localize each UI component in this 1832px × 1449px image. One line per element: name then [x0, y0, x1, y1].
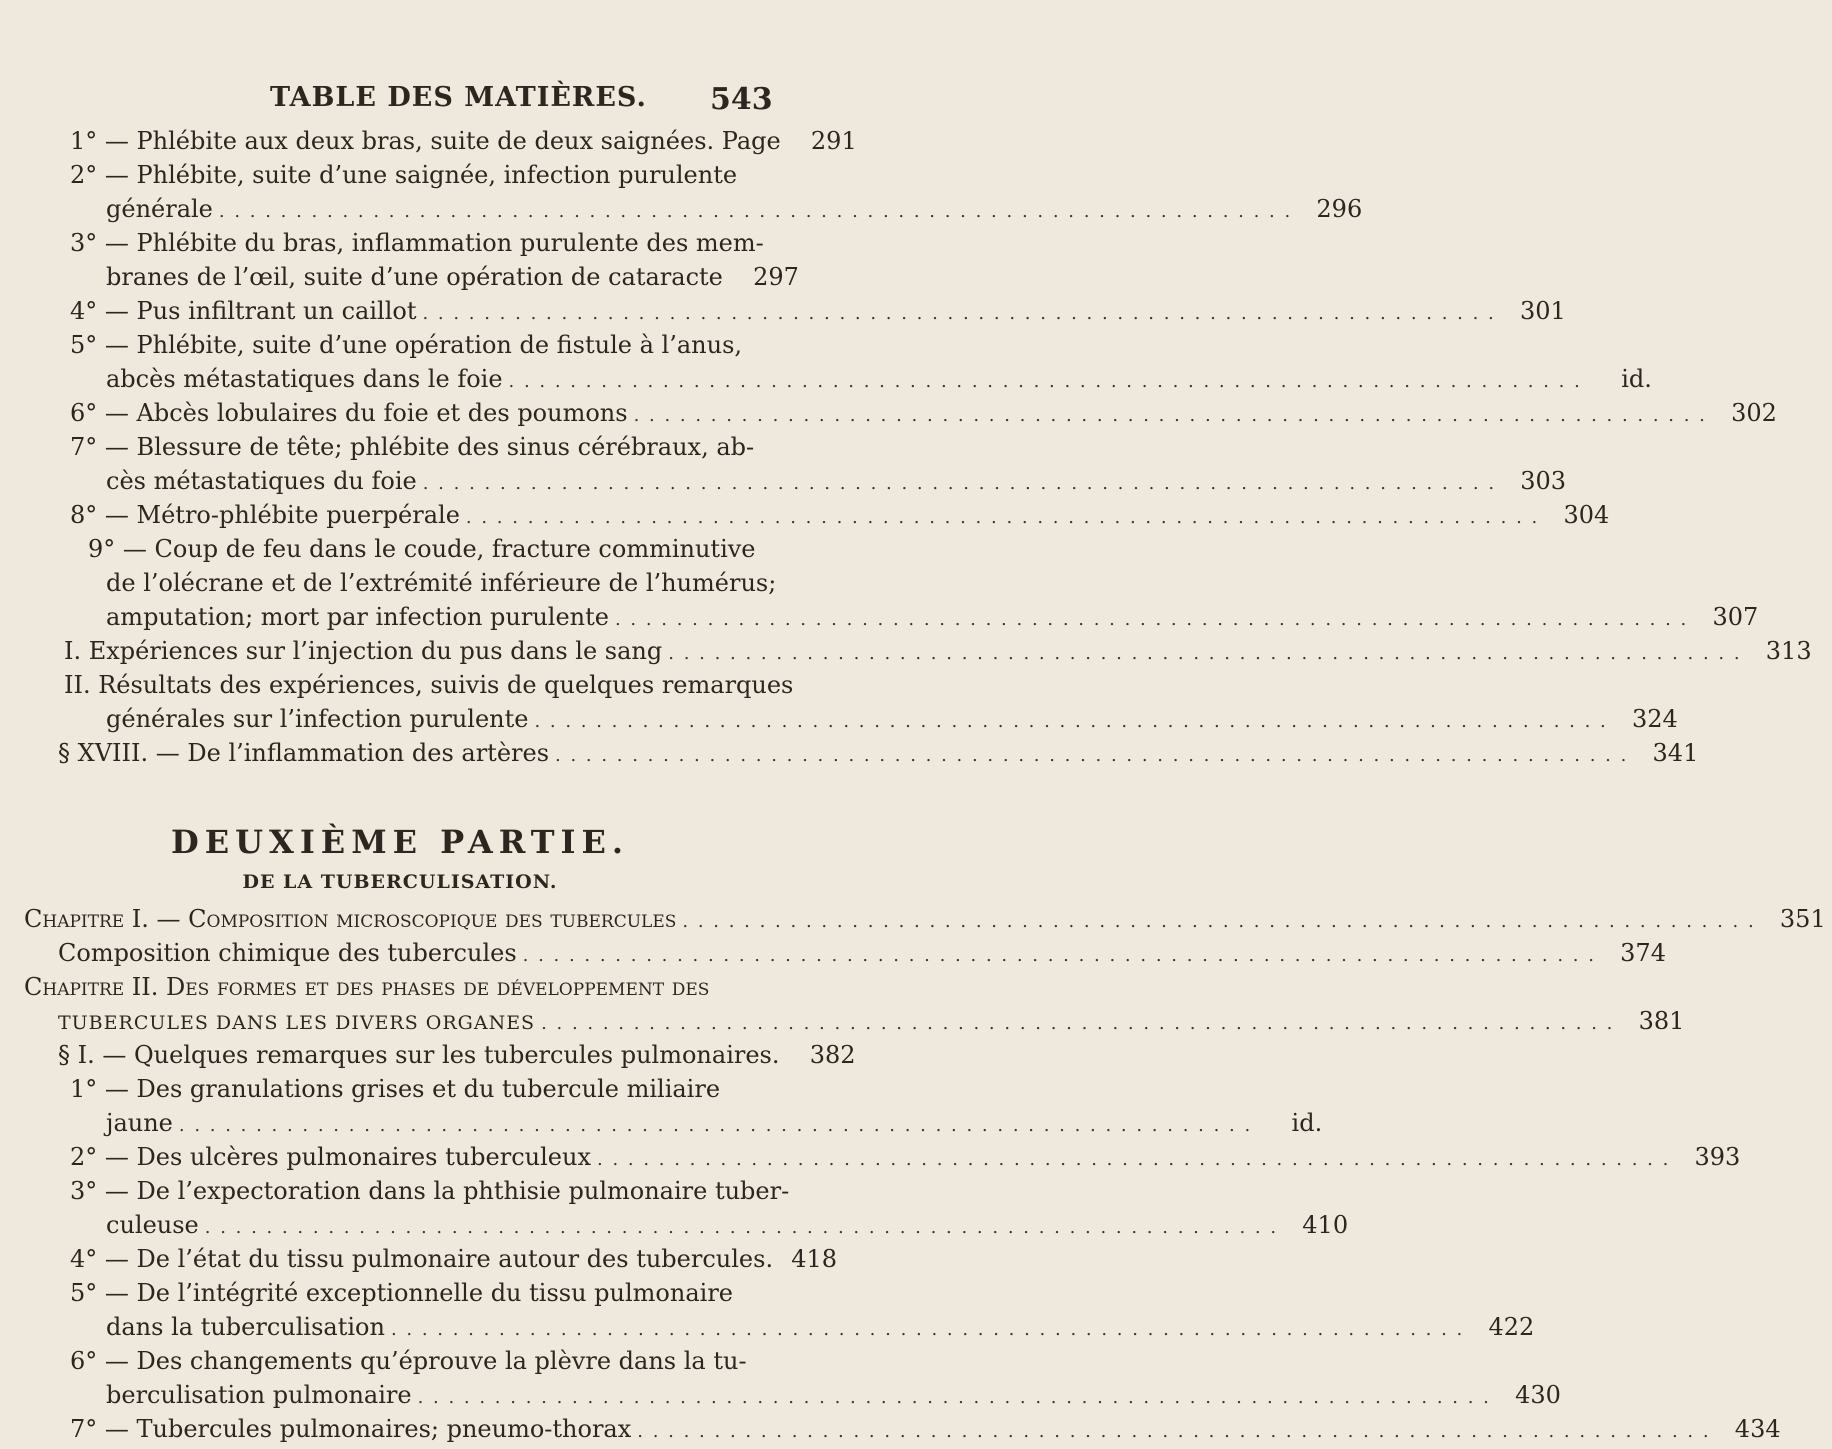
toc-page-number: 313	[1765, 637, 1812, 665]
toc-entry-text: 1° — Des granulations grises et du tubercule miliaire	[70, 1075, 721, 1103]
toc-page-number: 302	[1731, 399, 1777, 427]
dot-leader	[509, 365, 1582, 399]
toc-page-number: 324	[1631, 705, 1678, 733]
toc-entry-line	[0, 1378, 1561, 1412]
toc-entry-text: Composition chimique des tubercules	[58, 939, 517, 967]
toc-page-number: 381	[1638, 1007, 1685, 1035]
toc-entry[interactable]	[0, 328, 1652, 396]
toc-page-number: 410	[1302, 1211, 1349, 1239]
dot-leader	[555, 739, 1628, 773]
toc-entry-text: § XVIII. — De l’inflammation des artères	[58, 739, 550, 767]
toc-page-number: 303	[1520, 467, 1567, 495]
toc-entry-line	[0, 260, 800, 294]
dot-leader	[637, 1415, 1710, 1449]
toc-entry[interactable]	[0, 936, 1666, 970]
toc-entry[interactable]	[0, 1038, 856, 1072]
toc-entry-text: 7° — Tubercules pulmonaires; pneumo-thorax	[70, 1415, 632, 1443]
toc-entry-line	[0, 1412, 1781, 1446]
toc-entry[interactable]	[0, 532, 1759, 634]
toc-entry-text: de l’olécrane et de l’extrémité inférieure de l’humérus;	[106, 569, 777, 597]
toc-page-number: 434	[1734, 1415, 1781, 1443]
toc-entry[interactable]	[0, 124, 857, 158]
toc-entry-text: 4° — Pus infiltrant un caillot	[70, 297, 417, 325]
toc-entry-line	[0, 328, 800, 362]
toc-entry-text: Chapitre I. — Composition microscopique des tubercules	[24, 905, 677, 933]
toc-page-number: 374	[1620, 939, 1666, 967]
toc-entry[interactable]	[0, 1140, 1741, 1174]
toc-entry-text: générales sur l’infection purulente	[106, 705, 529, 733]
toc-entry-text: TUBERCULES DANS LES DIVERS ORGANES	[58, 1012, 536, 1034]
toc-entry-line	[0, 396, 1777, 430]
header-page-number: 543	[710, 82, 773, 117]
toc-entry-line	[0, 430, 800, 464]
toc-entry-line	[0, 736, 1699, 770]
toc-entry-line	[0, 1344, 800, 1378]
toc-page-number: 351	[1779, 905, 1826, 933]
toc-entry-text: cès métastatiques du foie	[106, 467, 417, 495]
toc-entry[interactable]	[0, 396, 1777, 430]
dot-leader	[541, 1007, 1614, 1041]
toc-page-number: 341	[1652, 739, 1699, 767]
toc-entry-line	[0, 1038, 856, 1072]
toc-page-number: 422	[1488, 1313, 1535, 1341]
dot-leader	[219, 195, 1292, 229]
dot-leader	[423, 467, 1496, 501]
toc-entry[interactable]	[0, 1242, 838, 1276]
toc-entry-text: 3° — De l’expectoration dans la phthisie pulmonaire tuber-	[70, 1177, 790, 1205]
dot-leader	[466, 501, 1539, 535]
toc-entry-text: 4° — De l’état du tissu pulmonaire autour des tubercules.	[70, 1245, 774, 1273]
toc-entry[interactable]	[0, 430, 1567, 498]
dot-leader	[634, 399, 1707, 433]
toc-entry[interactable]	[0, 668, 1678, 736]
toc-entry-text: I. Expériences sur l’injection du pus dans le sang	[64, 637, 663, 665]
toc-entry-text: 8° — Métro-phlébite puerpérale	[70, 501, 460, 529]
toc-entry-line	[0, 634, 1812, 668]
toc-entry-text: berculisation pulmonaire	[106, 1381, 412, 1409]
toc-entry-line	[0, 1106, 1323, 1140]
toc-entry-text: 2° — Phlébite, suite d’une saignée, infection purulente	[70, 161, 738, 189]
toc-entry-text: 9° — Coup de feu dans le coude, fracture comminutive	[88, 535, 756, 563]
toc-entry-line	[0, 192, 1363, 226]
toc-page-number: 304	[1563, 501, 1610, 529]
toc-page-number: 418	[791, 1245, 838, 1273]
dot-leader	[205, 1211, 1278, 1245]
toc-page-number: 430	[1515, 1381, 1561, 1409]
toc-page-number: id.	[1291, 1109, 1323, 1137]
toc-entry-line	[0, 124, 857, 158]
toc-entry-line	[0, 1140, 1741, 1174]
toc-entry-line	[0, 1174, 800, 1208]
toc-entry-text: 5° — De l’intégrité exceptionnelle du tissu pulmonaire	[70, 1279, 733, 1307]
toc-entry-text: § I. — Quelques remarques sur les tubercules pulmonaires.	[58, 1041, 780, 1069]
toc-entry-line	[0, 668, 800, 702]
toc-page-number: 296	[1316, 195, 1363, 223]
toc-page-number: 291	[810, 127, 857, 155]
toc-entry-text: 3° — Phlébite du bras, inflammation purulente des mem-	[70, 229, 764, 257]
toc-entry-text: 5° — Phlébite, suite d’une opération de fistule à l’anus,	[70, 331, 743, 359]
toc-section-second-part	[0, 902, 1826, 1446]
dot-leader	[391, 1313, 1464, 1347]
toc-entry-text: générale	[106, 195, 213, 223]
toc-entry-text: branes de l’œil, suite d’une opération de cataracte	[106, 263, 723, 291]
toc-page-number: 393	[1694, 1143, 1741, 1171]
toc-entry-line	[0, 1310, 1535, 1344]
dot-leader	[523, 939, 1596, 973]
toc-entry-text: II. Résultats des expériences, suivis de quelques remarques	[64, 671, 794, 699]
running-header	[0, 82, 800, 122]
toc-entry-line	[0, 566, 800, 600]
toc-entry-line	[0, 464, 1567, 498]
toc-entry[interactable]	[0, 634, 1812, 668]
toc-entry-line	[0, 1208, 1349, 1242]
toc-entry-text: 6° — Abcès lobulaires du foie et des poumons	[70, 399, 628, 427]
toc-page-number: 382	[809, 1041, 856, 1069]
dot-leader	[682, 905, 1755, 939]
toc-entry-line	[0, 362, 1652, 396]
toc-entry-text: 7° — Blessure de tête; phlébite des sinus cérébraux, ab-	[70, 433, 755, 461]
toc-entry-text: 1° — Phlébite aux deux bras, suite de deux saignées. Page	[70, 127, 781, 155]
toc-entry[interactable]	[0, 294, 1566, 328]
toc-entry-text: amputation; mort par infection purulente	[106, 603, 609, 631]
part-subtitle: DE LA TUBERCULISATION.	[242, 871, 558, 893]
dot-leader	[534, 705, 1607, 739]
toc-entry-line	[0, 498, 1610, 532]
dot-leader	[179, 1109, 1252, 1143]
toc-entry-text: 6° — Des changements qu’éprouve la plèvre dans la tu-	[70, 1347, 747, 1375]
toc-page-number: 307	[1712, 603, 1759, 631]
toc-entry[interactable]	[0, 902, 1826, 936]
toc-entry-line	[0, 532, 800, 566]
header-title: TABLE DES MATIÈRES.	[270, 82, 647, 113]
part-title: DEUXIÈME PARTIE.	[170, 823, 630, 861]
toc-page-number: id.	[1621, 365, 1652, 393]
toc-entry[interactable]	[0, 970, 1685, 1038]
toc-entry-text: abcès métastatiques dans le foie	[106, 365, 503, 393]
dot-leader	[422, 297, 1495, 331]
toc-entry-line	[0, 702, 1678, 736]
toc-page-number: 297	[753, 263, 799, 291]
table-of-contents	[0, 124, 1826, 1446]
toc-entry[interactable]	[0, 1276, 1535, 1344]
toc-entry-text: 2° — Des ulcères pulmonaires tuberculeux	[70, 1143, 591, 1171]
toc-entry[interactable]	[0, 226, 800, 294]
dot-leader	[597, 1143, 1670, 1177]
toc-entry-text: jaune	[106, 1109, 173, 1137]
toc-entry-text: dans la tuberculisation	[106, 1313, 385, 1341]
dot-leader	[418, 1381, 1491, 1415]
toc-entry-line	[0, 1276, 800, 1310]
toc-entry-line	[0, 902, 1826, 936]
toc-entry-line	[0, 294, 1566, 328]
toc-entry-text: culeuse	[106, 1211, 199, 1239]
toc-entry[interactable]	[0, 736, 1699, 770]
toc-entry-line	[0, 936, 1666, 970]
toc-entry[interactable]	[0, 1174, 1349, 1242]
toc-entry-line	[0, 1072, 800, 1106]
toc-entry-text: Chapitre II. Des formes et des phases de développement des	[24, 973, 710, 1001]
toc-page-number: 301	[1519, 297, 1566, 325]
toc-entry[interactable]	[0, 1072, 1323, 1140]
toc-entry-line	[0, 600, 1759, 634]
toc-entry[interactable]	[0, 498, 1610, 532]
dot-leader	[615, 603, 1688, 637]
toc-entry-line	[0, 1004, 1685, 1038]
toc-entry[interactable]	[0, 158, 1363, 226]
toc-entry[interactable]	[0, 1412, 1781, 1446]
toc-entry[interactable]	[0, 1344, 1561, 1412]
toc-entry-line	[0, 1242, 838, 1276]
toc-entry-line	[0, 970, 800, 1004]
toc-section-first-part	[0, 124, 1812, 770]
toc-entry-line	[0, 226, 800, 260]
dot-leader	[668, 637, 1741, 671]
toc-entry-line	[0, 158, 800, 192]
